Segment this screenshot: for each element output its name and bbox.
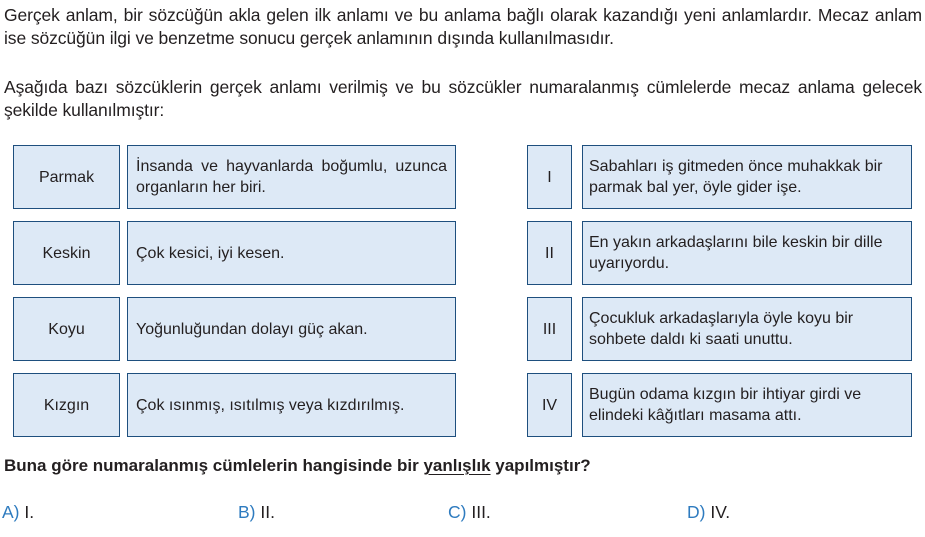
definition-box-parmak: İnsanda ve hayvanlarda boğumlu, uzunca organların her biri. <box>127 145 456 209</box>
number-box-iv: IV <box>527 373 572 437</box>
instruction-paragraph: Aşağıda bazı sözcüklerin gerçek anlamı verilmiş ve bu sözcükler numaralanmış cümlelerde mecaz anlama gelecek şekilde kullanılmıştır: <box>4 77 922 120</box>
option-a-text: I. <box>24 502 35 522</box>
number-box-i: I <box>527 145 572 209</box>
sentence-box-ii: En yakın arkadaşlarını bile keskin bir dille uyarıyordu. <box>582 221 912 285</box>
sentence-box-iii: Çocukluk arkadaşlarıyla öyle koyu bir sohbete daldı ki saati unuttu. <box>582 297 912 361</box>
word-box-kizgin: Kızgın <box>13 373 120 437</box>
sentence-box-iv: Bugün odama kızgın bir ihtiyar girdi ve elindeki kâğıtları masama attı. <box>582 373 912 437</box>
question-text-after: yapılmıştır? <box>490 456 591 475</box>
word-box-parmak: Parmak <box>13 145 120 209</box>
option-c[interactable] <box>448 502 491 523</box>
word-box-koyu: Koyu <box>13 297 120 361</box>
option-d-letter: D) <box>687 502 706 522</box>
number-box-iii: III <box>527 297 572 361</box>
option-b-letter: B) <box>238 502 256 522</box>
option-a-letter: A) <box>2 502 20 522</box>
definition-box-keskin: Çok kesici, iyi kesen. <box>127 221 456 285</box>
option-a[interactable] <box>2 502 34 523</box>
question-text <box>4 456 591 476</box>
question-text-before: Buna göre numaralanmış cümlelerin hangisinde bir <box>4 456 424 475</box>
definition-box-kizgin: Çok ısınmış, ısıtılmış veya kızdırılmış. <box>127 373 456 437</box>
intro-paragraph: Gerçek anlam, bir sözcüğün akla gelen ilk anlamı ve bu anlama bağlı olarak kazandığı yeni anlamlardır. Mecaz anlam ise sözcüğün ilgi ve benzetme sonucu gerçek anlamının dışında kullanılmasıdır. <box>4 5 922 48</box>
option-d[interactable] <box>687 502 730 523</box>
option-d-text: IV. <box>710 502 731 522</box>
option-b[interactable] <box>238 502 275 523</box>
definition-box-koyu: Yoğunluğundan dolayı güç akan. <box>127 297 456 361</box>
sentence-box-i: Sabahları iş gitmeden önce muhakkak bir parmak bal yer, öyle gider işe. <box>582 145 912 209</box>
question-underlined-word: yanlışlık <box>423 456 491 475</box>
word-box-keskin: Keskin <box>13 221 120 285</box>
option-c-letter: C) <box>448 502 467 522</box>
number-box-ii: II <box>527 221 572 285</box>
option-b-text: II. <box>260 502 275 522</box>
option-c-text: III. <box>471 502 491 522</box>
